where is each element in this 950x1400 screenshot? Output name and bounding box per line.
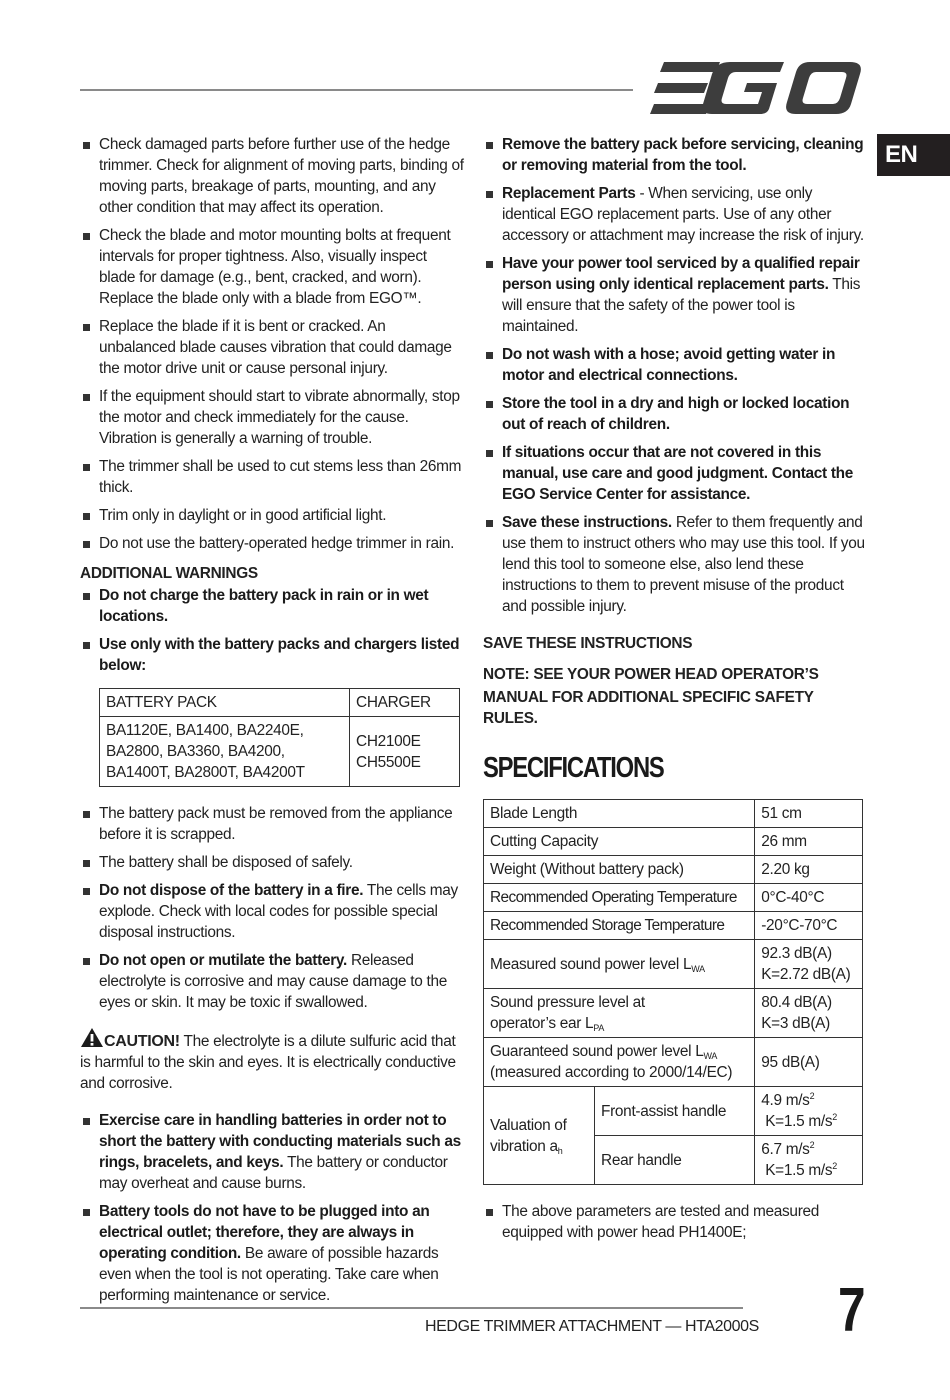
bullet-square-icon [83,324,90,331]
battery-pack-header: BATTERY PACK [100,689,350,717]
ego-logo [650,62,862,114]
table-row: Measured sound power level $L_{WA}$ 92.3 dB(A) K=2.72 dB(A) [484,940,863,989]
bullet-square-icon [83,541,90,548]
left-column [80,134,464,1313]
bullet-square-icon [83,1209,90,1216]
list-item: Exercise care in handling batteries in order not to short the battery with conducting materials such as rings, bracelets, and keys. The battery or conductor may overheat and cause burns. [80,1110,464,1194]
list-item: Save these instructions. Refer to them frequently and use them to instruct others who may use this tool. If you lend this tool to someone else, also lend these instructions to them to prevent misuse of the product and possible injury. [483,512,868,617]
bullet-square-icon [486,1209,493,1216]
list-item: Check damaged parts before further use of the hedge trimmer. Check for alignment of moving parts, binding of moving parts, breakage of parts, mounting, and any other condition that may affect its operation. [80,134,464,218]
language-tab: EN [877,134,950,176]
table-row: Valuation of vibration $a_h$ Front-assist handle 4.9 $m/s^2$ K=1.5 $m/s^2$ [484,1087,863,1136]
bullet-square-icon [83,593,90,600]
list-item: Do not wash with a hose; avoid getting water in motor and electrical connections. [483,344,868,386]
specifications-table [483,799,863,1185]
list-item: Replace the blade if it is bent or cracked. An unbalanced blade causes vibration that could damage the motor drive unit or cause personal injury. [80,316,464,379]
header-rule [80,89,633,91]
note-line-2: MANUAL FOR ADDITIONAL SPECIFIC SAFETY RULES. [483,689,814,727]
bullet-square-icon [83,811,90,818]
page-number: 7 [838,1276,866,1345]
list-item: Replacement Parts - When servicing, use only identical EGO replacement parts. Use of any other accessory or attachment may increase the risk of injury. [483,183,868,246]
bullet-square-icon [83,233,90,240]
bullet-square-icon [486,450,493,457]
bullet-square-icon [486,261,493,268]
list-item: Trim only in daylight or in good artificial light. [80,505,464,526]
list-item: Battery tools do not have to be plugged into an electrical outlet; therefore, they are always in operating condition. Be aware of possible hazards even when the tool is not operating. Take care when performing maintenance or service. [80,1201,464,1306]
list-item: The trimmer shall be used to cut stems less than 26mm thick. [80,456,464,498]
list-item: Do not open or mutilate the battery. Released electrolyte is corrosive and may cause damage to the eyes or skin. It may be toxic if swallowed. [80,950,464,1013]
bullet-square-icon [83,958,90,965]
note-line-1: NOTE: SEE YOUR POWER HEAD OPERATOR’S [483,666,819,683]
list-item: Do not charge the battery pack in rain or in wet locations. [80,585,464,627]
list-item: Store the tool in a dry and high or locked location out of reach of children. [483,393,868,435]
bullet-square-icon [486,191,493,198]
table-row: Rear handle 6.7 $m/s^2$ K=1.5 $m/s^2$ [484,1136,863,1185]
bullet-square-icon [83,464,90,471]
bullet-square-icon [486,520,493,527]
additional-warnings-heading: ADDITIONAL WARNINGS [80,565,258,582]
list-item: The above parameters are tested and measured equipped with power head PH1400E; [483,1201,868,1243]
bullet-square-icon [486,142,493,149]
charger-cell: CH2100E CH5500E [350,717,460,787]
table-row: Recommended Storage Temperature -20°C-70°C [484,912,863,940]
table-row: Cutting Capacity 26 mm [484,828,863,856]
bullet-square-icon [83,1118,90,1125]
list-item: Do not dispose of the battery in a fire. The cells may explode. Check with local codes for possible special disposal instructions. [80,880,464,943]
bullet-square-icon [83,513,90,520]
caution-notice: CAUTION! The electrolyte is a dilute sulfuric acid that is harmful to the skin and eyes. It is electrically conductive and corrosive. [80,1027,464,1094]
list-item: The battery shall be disposed of safely. [80,852,464,873]
battery-charger-table [99,688,460,787]
charger-header: CHARGER [350,689,460,717]
list-item: If situations occur that are not covered in this manual, use care and good judgment. Contact the EGO Service Center for assistance. [483,442,868,505]
footer-rule [80,1307,743,1309]
table-row: Weight (Without battery pack) 2.20 kg [484,856,863,884]
bullet-square-icon [83,142,90,149]
bullet-square-icon [83,394,90,401]
table-row: Sound pressure level at operator’s ear $L_{PA}$ 80.4 dB(A) K=3 dB(A) [484,989,863,1038]
save-instructions-heading: SAVE THESE INSTRUCTIONS [483,635,693,652]
specifications-title: SPECIFICATIONS [483,752,664,784]
footer-title: HEDGE TRIMMER ATTACHMENT — HTA2000S [425,1318,759,1335]
bullet-square-icon [486,401,493,408]
list-item: Remove the battery pack before servicing, cleaning or removing material from the tool. [483,134,868,176]
warning-triangle-icon [80,1027,104,1048]
bullet-square-icon [486,352,493,359]
list-item: The battery pack must be removed from the appliance before it is scrapped. [80,803,464,845]
bullet-square-icon [83,642,90,649]
bullet-square-icon [83,888,90,895]
list-item: Use only with the battery packs and chargers listed below: [80,634,464,676]
right-column [483,134,868,1250]
list-item: Check the blade and motor mounting bolts at frequent intervals for proper tightness. Also, visually inspect blade for damage (e.g., bent, cracked, and worn). Replace the blade only with a blade from EGO™. [80,225,464,309]
caution-word: CAUTION! [104,1033,180,1050]
table-row: Blade Length 51 cm [484,800,863,828]
list-item: Do not use the battery-operated hedge trimmer in rain. [80,533,464,554]
bullet-square-icon [83,860,90,867]
list-item: If the equipment should start to vibrate abnormally, stop the motor and check immediately for the cause. Vibration is generally a warning of trouble. [80,386,464,449]
table-row: Recommended Operating Temperature 0°C-40°C [484,884,863,912]
table-row: Guaranteed sound power level $L_{WA}$ (measured according to 2000/14/EC) 95 dB(A) [484,1038,863,1087]
battery-pack-cell: BA1120E, BA1400, BA2240E, BA2800, BA3360, BA4200, BA1400T, BA2800T, BA4200T [100,717,350,787]
list-item: Have your power tool serviced by a qualified repair person using only identical replacement parts. This will ensure that the safety of the power tool is maintained. [483,253,868,337]
